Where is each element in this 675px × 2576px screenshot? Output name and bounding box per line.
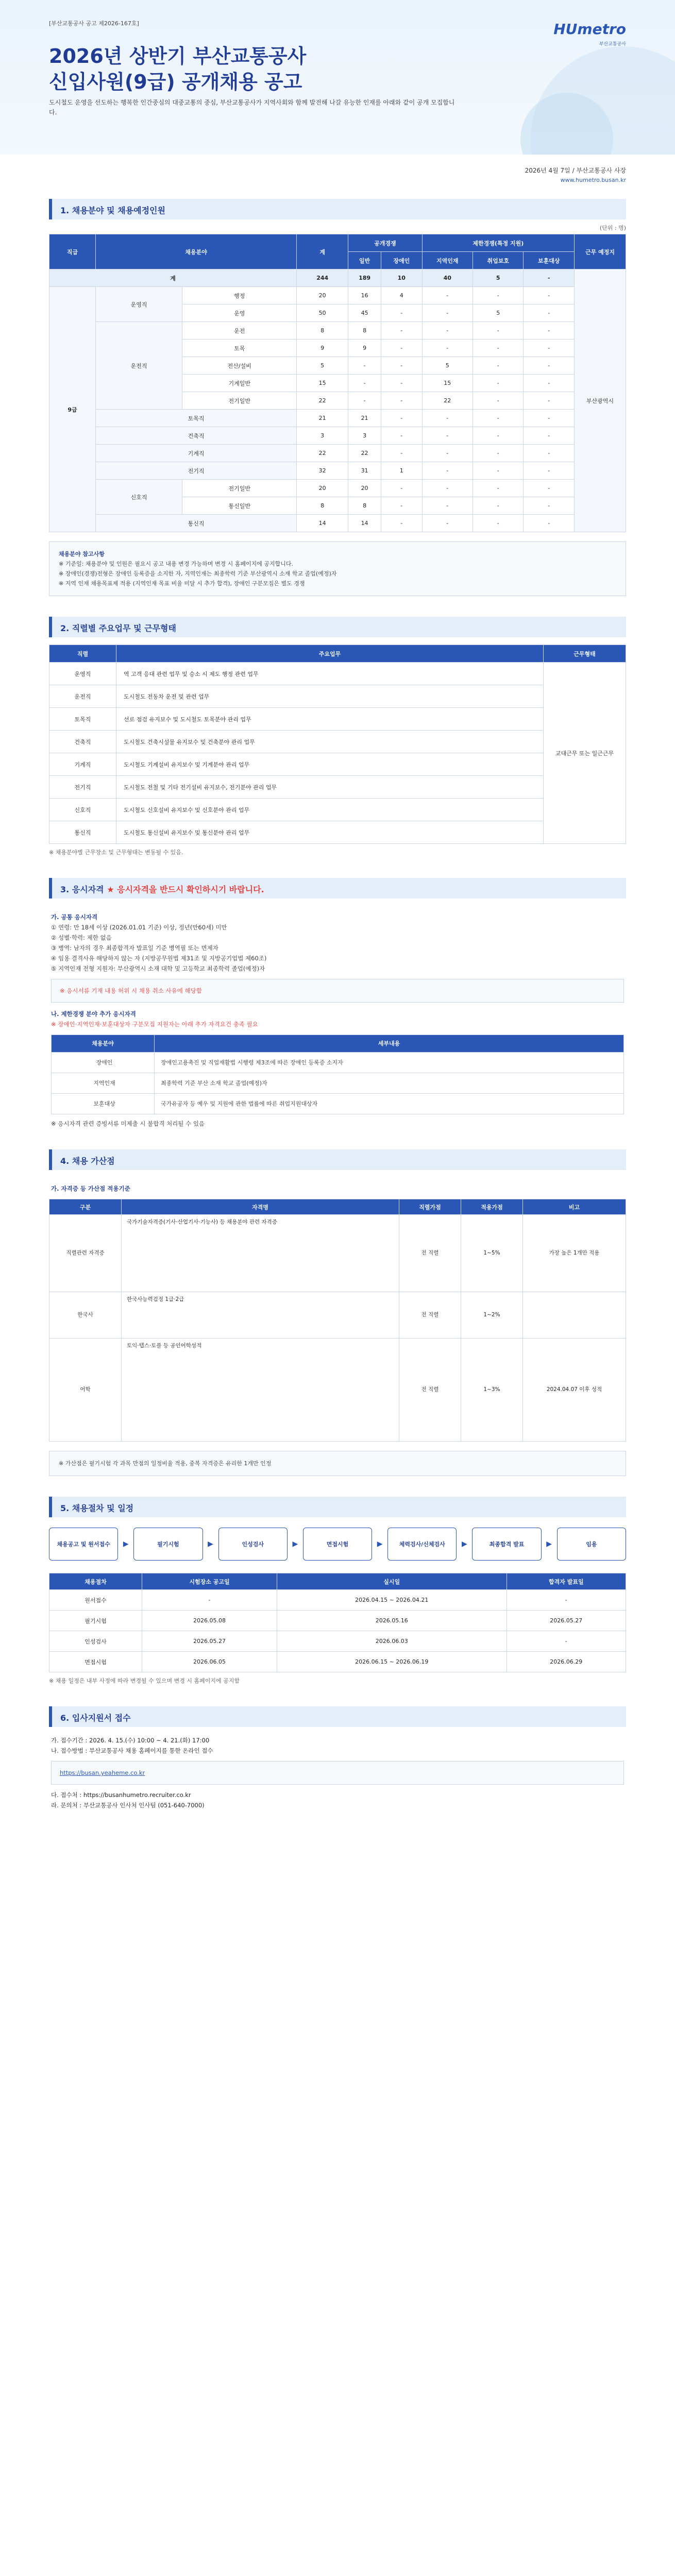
cell: 9 (348, 340, 381, 357)
cell: - (524, 410, 575, 427)
section-application (49, 1706, 626, 1810)
cell: - (473, 357, 524, 375)
table-row (49, 708, 626, 731)
cell: - (473, 375, 524, 392)
note-line: ※ 장애인(경쟁)전형은 장애인 등록증을 소지한 자, 지역인재는 최종학력 기준 부산광역시 소재 학교 졸업(예정)자 (59, 570, 337, 577)
cell: - (473, 322, 524, 340)
cell: 21 (297, 410, 348, 427)
cell: 건축직 (96, 427, 297, 445)
cell: 토목 (182, 340, 297, 357)
cell: - (381, 480, 422, 497)
cell: 직렬관련 자격증 (49, 1215, 122, 1292)
cell: - (524, 497, 575, 515)
cell: 50 (297, 304, 348, 322)
issue-date (0, 155, 675, 183)
th: 실시일 (277, 1573, 507, 1590)
cell: 전기일반 (182, 480, 297, 497)
limited-intro: ※ 장애인·지역인재·보훈대상자 구분모집 지원자는 아래 추가 자격요건 충족 필요 (51, 1021, 258, 1028)
cell: 2024.04.07 이후 성적 (523, 1338, 626, 1442)
cell: 도시철도 전철 및 기타 전기설비 유지보수, 전기분야 관리 업무 (116, 776, 544, 799)
cell: 원서접수 (49, 1590, 142, 1611)
bonus-notes (49, 1451, 626, 1476)
cell: 선로 점검 유지보수 및 도시철도 토목분야 관리 업무 (116, 708, 544, 731)
process-step: 인성검사 (218, 1528, 288, 1561)
cell: - (524, 392, 575, 410)
cell: 2026.04.15 ~ 2026.04.21 (277, 1590, 507, 1611)
app-line: 라. 문의처 : 부산교통공사 인사처 인사팀 (051-640-7000) (51, 1802, 205, 1809)
arrow-right-icon: ▶ (292, 1540, 298, 1548)
table-row (49, 445, 626, 462)
cell: 역 고객 응대 관련 업무 및 승소 시 제도 행정 관련 업무 (116, 663, 544, 685)
cell: 10 (381, 269, 422, 287)
schedule-table (49, 1573, 626, 1672)
cell: - (473, 497, 524, 515)
eligibility-body (49, 899, 626, 1129)
th-local: 지역인재 (422, 252, 472, 269)
cell: 국가기술자격증(기사·산업기사·기능사) 등 채용분야 관련 자격증 (122, 1215, 399, 1292)
cell: 계 (49, 269, 297, 287)
th: 근무형태 (544, 645, 626, 663)
process-step: 채용공고 및 원서접수 (49, 1528, 118, 1561)
th-open: 공개경쟁 (348, 234, 422, 252)
cell: - (381, 410, 422, 427)
th: 채용분야 (52, 1035, 155, 1053)
cell: 3 (297, 427, 348, 445)
homepage-link[interactable]: www.humetro.busan.kr (560, 177, 626, 183)
th: 직렬가점 (399, 1199, 461, 1215)
process-steps (49, 1528, 626, 1561)
cell: - (422, 462, 472, 480)
cell: 운전직 (49, 685, 116, 708)
req-line: ① 연령: 만 18세 이상 (2026.01.01 기준) 이상, 정년(만60세) 미만 (51, 924, 227, 931)
section-title-warning: ★ 응시자격을 반드시 확인하시기 바랍니다. (107, 885, 264, 894)
cell: - (348, 375, 381, 392)
table-row (49, 1338, 626, 1442)
arrow-right-icon: ▶ (377, 1540, 383, 1548)
cell: 15 (297, 375, 348, 392)
cell: 1~2% (461, 1292, 523, 1338)
cell: 인성검사 (49, 1631, 142, 1652)
process-step: 임용 (557, 1528, 626, 1561)
th: 비고 (523, 1199, 626, 1215)
title-line-2: 신입사원(9급) 공개채용 공고 (49, 71, 302, 93)
table-row (49, 776, 626, 799)
req-line: ③ 병역: 남자의 경우 최종합격자 발표일 기준 병역필 또는 면제자 (51, 944, 218, 952)
title-line-1: 2026년 상반기 부산교통공사 (49, 45, 307, 67)
cell: - (381, 357, 422, 375)
cell: 8 (297, 322, 348, 340)
cell: - (381, 340, 422, 357)
issue-date-text: 2026년 4월 7일 / 부산교통공사 사장 (525, 167, 626, 174)
subheading: 가. 자격증 등 가산점 적용기준 (51, 1185, 130, 1192)
app-line: 다. 접수처 : https://busanhumetro.recruiter.co.kr (51, 1791, 191, 1799)
cell: - (473, 445, 524, 462)
cell: 토목직 (96, 410, 297, 427)
cell (523, 1292, 626, 1338)
cell: - (348, 357, 381, 375)
cell: - (473, 480, 524, 497)
cell: - (507, 1590, 626, 1611)
cell: 3 (348, 427, 381, 445)
cell: 8 (348, 497, 381, 515)
table-row (52, 1053, 624, 1073)
cell: 22 (422, 392, 472, 410)
cell: 20 (297, 480, 348, 497)
table-row (49, 1292, 626, 1338)
table-row (49, 480, 626, 497)
cell: 건축직 (49, 731, 116, 753)
cell: 도시철도 신호설비 유지보수 및 신호분야 관리 업무 (116, 799, 544, 821)
cell: - (422, 287, 472, 304)
cell: 1 (381, 462, 422, 480)
table-row (52, 1094, 624, 1114)
cell-work-place: 부산광역시 (575, 269, 626, 532)
cell: - (473, 462, 524, 480)
cell: 전 직렬 (399, 1215, 461, 1292)
cell: 전 직렬 (399, 1292, 461, 1338)
cell: - (524, 480, 575, 497)
cell: 5 (297, 357, 348, 375)
table-row (49, 287, 626, 304)
application-link[interactable]: https://busan.yeaheme.co.kr (60, 1769, 145, 1776)
table-row (49, 410, 626, 427)
table-row (49, 821, 626, 844)
eligibility-note: ※ 응시자격 관련 증빙서류 미제출 시 불합격 처리될 수 있음 (51, 1120, 205, 1127)
cell: 도시철도 전동차 운전 및 관련 업무 (116, 685, 544, 708)
cell: - (381, 427, 422, 445)
th: 자격명 (122, 1199, 399, 1215)
req-line: ② 성별·학력: 제한 없음 (51, 934, 112, 941)
cell: - (524, 269, 575, 287)
cell: 한국사능력검정 1급·2급 (122, 1292, 399, 1338)
table-row (49, 663, 626, 685)
table-row (49, 322, 626, 340)
th-youth: 장애인 (381, 252, 422, 269)
cell: - (381, 375, 422, 392)
cell: 전산/설비 (182, 357, 297, 375)
section-recruit-fields (49, 199, 626, 596)
cell: 14 (348, 515, 381, 532)
section-eligibility (49, 878, 626, 1129)
th: 주요업무 (116, 645, 544, 663)
cell: 운영직 (49, 663, 116, 685)
cell: 189 (348, 269, 381, 287)
cell: 토목직 (49, 708, 116, 731)
table-row (49, 1652, 626, 1672)
cell: 2026.06.29 (507, 1652, 626, 1672)
cell: 기계일반 (182, 375, 297, 392)
arrow-right-icon: ▶ (208, 1540, 213, 1548)
cell: - (507, 1631, 626, 1652)
cell: 1~5% (461, 1215, 523, 1292)
th-field: 채용분야 (96, 234, 297, 269)
recruit-table (49, 234, 626, 532)
table-row (49, 427, 626, 445)
section-title: 1. 채용분야 및 채용예정인원 (49, 199, 626, 219)
cell: 운전 (182, 322, 297, 340)
cell: 2026.05.16 (277, 1611, 507, 1631)
req-line: ⑤ 지역인재 전형 지원자: 부산광역시 소재 대학 및 고등학교 최종학력 졸업(예정)자 (51, 965, 265, 972)
cell-work-form: 교대근무 또는 일근근무 (544, 663, 626, 844)
recruit-notes (49, 541, 626, 596)
cell: 2026.06.05 (142, 1652, 277, 1672)
th: 시험장소 공고일 (142, 1573, 277, 1590)
cell: 20 (348, 480, 381, 497)
table-row (49, 799, 626, 821)
cell: 14 (297, 515, 348, 532)
th: 세부내용 (155, 1035, 624, 1053)
company-logo (553, 21, 626, 38)
th: 채용절차 (49, 1573, 142, 1590)
cell: 장애인 (52, 1053, 155, 1073)
cell: 45 (348, 304, 381, 322)
cell: - (524, 515, 575, 532)
schedule-note: ※ 채용 일정은 내부 사정에 따라 변경될 수 있으며 변경 시 홈페이지에 공지함 (49, 1677, 240, 1684)
cell: 신호직 (96, 480, 182, 515)
cell: - (381, 304, 422, 322)
cell: 전 직렬 (399, 1338, 461, 1442)
cell: 가장 높은 1개만 적용 (523, 1215, 626, 1292)
cell: 신호직 (49, 799, 116, 821)
cell: 8 (348, 322, 381, 340)
cell: - (473, 287, 524, 304)
cell: - (524, 462, 575, 480)
cell: - (524, 357, 575, 375)
cell: - (381, 445, 422, 462)
section-title: 5. 채용절차 및 일정 (49, 1497, 626, 1517)
cell: - (524, 445, 575, 462)
table-row (49, 685, 626, 708)
cell: - (524, 375, 575, 392)
cell: 2026.05.08 (142, 1611, 277, 1631)
section-bonus-points (49, 1149, 626, 1476)
cell: 15 (422, 375, 472, 392)
cell: - (422, 322, 472, 340)
cell: - (142, 1590, 277, 1611)
cell: - (473, 340, 524, 357)
cell: - (422, 445, 472, 462)
cell: - (348, 392, 381, 410)
cell: 최종학력 기준 부산 소재 학교 졸업(예정)자 (155, 1073, 624, 1094)
th: 합격자 발표일 (507, 1573, 626, 1590)
th: 구분 (49, 1199, 122, 1215)
cell: 5 (422, 357, 472, 375)
cell: - (524, 427, 575, 445)
cell: 40 (422, 269, 472, 287)
cell: - (381, 515, 422, 532)
cell: 도시철도 건축시설물 유지보수 및 건축분야 관리 업무 (116, 731, 544, 753)
cell: 2026.05.27 (142, 1631, 277, 1652)
cell: 20 (297, 287, 348, 304)
cell: - (473, 515, 524, 532)
table-row (49, 1590, 626, 1611)
cell: 필기시험 (49, 1611, 142, 1631)
process-step: 면접시험 (303, 1528, 372, 1561)
bonus-body (49, 1170, 626, 1194)
section-title: 2. 직렬별 주요업무 및 근무형태 (49, 617, 626, 637)
table-row (49, 731, 626, 753)
cell: 토익·텝스·토플 등 공인어학성적 (122, 1338, 399, 1442)
th: 직렬 (49, 645, 116, 663)
note-line: ※ 가산점은 필기시험 각 과목 만점의 일정비율 적용, 중복 자격증은 유리한 1개만 인정 (59, 1460, 272, 1467)
section-schedule (49, 1497, 626, 1686)
th-grade: 직급 (49, 234, 96, 269)
table-row (49, 462, 626, 480)
arrow-right-icon: ▶ (546, 1540, 552, 1548)
cell: 전기직 (96, 462, 297, 480)
req-line: ④ 임용 결격사유 해당하지 않는 자 (지방공무원법 제31조 및 지방공기업법 제60조) (51, 955, 267, 962)
cell: - (381, 392, 422, 410)
cell: 9 (297, 340, 348, 357)
cell: 16 (348, 287, 381, 304)
cell: 도시철도 통신설비 유지보수 및 통신분야 관리 업무 (116, 821, 544, 844)
intro-text: 도시철도 운영을 선도하는 행복한 인간중심의 대중교통의 중심, 부산교통공사가 지역사회와 함께 발전해 나갈 유능한 인재를 아래와 같이 공개 모집합니다. (49, 99, 455, 116)
cell: 5 (473, 304, 524, 322)
cell: 22 (348, 445, 381, 462)
limited-table (51, 1035, 624, 1114)
subheading: 가. 공통 응시자격 (51, 913, 98, 921)
req-warning-box (51, 979, 624, 1003)
cell: 1~3% (461, 1338, 523, 1442)
cell: 4 (381, 287, 422, 304)
cell: - (422, 497, 472, 515)
th-work: 근무 예정지 (575, 234, 626, 269)
section-title: 4. 채용 가산점 (49, 1149, 626, 1170)
unit-label: (단위 : 명) (599, 225, 626, 231)
cell: 전기직 (49, 776, 116, 799)
cell: 31 (348, 462, 381, 480)
req-warning: ※ 응시서류 기재 내용 허위 시 채용 취소 사유에 해당함 (60, 987, 202, 994)
cell: - (422, 427, 472, 445)
cell: 통신일반 (182, 497, 297, 515)
process-step: 최종합격 발표 (472, 1528, 541, 1561)
logo-text: HUmetro (553, 21, 626, 38)
note-line: ※ 기준일: 채용분야 및 인원은 필요시 공고 내용 변경 가능하며 변경 시 홈페이지에 공지합니다. (59, 561, 294, 567)
process-step: 필기시험 (133, 1528, 202, 1561)
section-title: 6. 입사지원서 접수 (49, 1706, 626, 1727)
cell: 운전직 (96, 322, 182, 410)
th-limited: 제한경쟁(특정 지원) (422, 234, 574, 252)
table-row (49, 1611, 626, 1631)
cell: 기계직 (49, 753, 116, 776)
cell: 8 (297, 497, 348, 515)
th-vet: 취업보호 (473, 252, 524, 269)
th: 적용가점 (461, 1199, 523, 1215)
cell: - (381, 497, 422, 515)
process-step: 체력검사/신체검사 (387, 1528, 457, 1561)
th-total: 계 (297, 234, 348, 269)
cell: - (473, 427, 524, 445)
cell: 통신직 (49, 821, 116, 844)
cell: 어학 (49, 1338, 122, 1442)
cell: 국가유공자 등 예우 및 지원에 관한 법률에 따른 취업지원대상자 (155, 1094, 624, 1114)
cell: 보훈대상 (52, 1094, 155, 1114)
table-row (49, 269, 626, 287)
cell: - (381, 322, 422, 340)
cell: - (422, 340, 472, 357)
cell: 전기일반 (182, 392, 297, 410)
cell: 장애인고용촉진 및 직업재활법 시행령 제3조에 따른 장애인 등록증 소지자 (155, 1053, 624, 1073)
note-line: ※ 지역 인재 채용목표제 적용 (지역인재 목표 비율 미달 시 추가 합격), 장애인 구분모집은 별도 경쟁 (59, 580, 305, 587)
arrow-right-icon: ▶ (462, 1540, 467, 1548)
cell: 22 (297, 445, 348, 462)
cell: - (422, 410, 472, 427)
cell: 2026.06.03 (277, 1631, 507, 1652)
bonus-table (49, 1199, 626, 1442)
cell: - (524, 340, 575, 357)
cell: 도시철도 기계설비 유지보수 및 기계분야 관리 업무 (116, 753, 544, 776)
cell: - (524, 322, 575, 340)
cell: 22 (297, 392, 348, 410)
cell: 9급 (49, 287, 96, 532)
cell: - (422, 515, 472, 532)
cell: - (524, 304, 575, 322)
table-row (52, 1073, 624, 1094)
logo-subtitle: 부산교통공사 (599, 42, 626, 47)
hero-header (0, 0, 675, 155)
notice-number: [부산교통공사 공고 제2026-167호] (49, 20, 139, 27)
cell: - (473, 392, 524, 410)
cell: 2026.05.27 (507, 1611, 626, 1631)
section-title (49, 878, 626, 899)
table-row (49, 1631, 626, 1652)
cell: - (524, 287, 575, 304)
cell: - (422, 304, 472, 322)
cell: 5 (473, 269, 524, 287)
cell: 통신직 (96, 515, 297, 532)
th-disab: 보훈대상 (524, 252, 575, 269)
cell: 운영 (182, 304, 297, 322)
application-body (49, 1727, 626, 1810)
link-box (51, 1761, 624, 1785)
cell: 운영직 (96, 287, 182, 322)
table-row (49, 1215, 626, 1292)
cell: 21 (348, 410, 381, 427)
app-line: 가. 접수기간 : 2026. 4. 15.(수) 10:00 ~ 4. 21.(화) 17:00 (51, 1737, 210, 1744)
arrow-right-icon: ▶ (123, 1540, 129, 1548)
th-general: 일반 (348, 252, 381, 269)
cell: 행정 (182, 287, 297, 304)
duties-note: ※ 채용분야별 근무장소 및 근무형태는 변동될 수 있음. (49, 849, 183, 856)
cell: 지역인재 (52, 1073, 155, 1094)
section-title-text: 3. 응시자격 (60, 885, 107, 894)
app-line: 나. 접수방법 : 부산교통공사 채용 홈페이지를 통한 온라인 접수 (51, 1747, 213, 1754)
section-duties (49, 617, 626, 857)
cell: 2026.06.15 ~ 2026.06.19 (277, 1652, 507, 1672)
cell: 32 (297, 462, 348, 480)
cell: - (422, 480, 472, 497)
duties-table (49, 645, 626, 844)
cell: 면접시험 (49, 1652, 142, 1672)
subheading: 나. 제한경쟁 분야 추가 응시자격 (51, 1010, 136, 1018)
notes-title: 채용분야 참고사항 (59, 551, 105, 557)
cell: - (473, 410, 524, 427)
cell: 기계직 (96, 445, 297, 462)
cell: 한국사 (49, 1292, 122, 1338)
table-row (49, 753, 626, 776)
cell: 244 (297, 269, 348, 287)
table-row (49, 515, 626, 532)
